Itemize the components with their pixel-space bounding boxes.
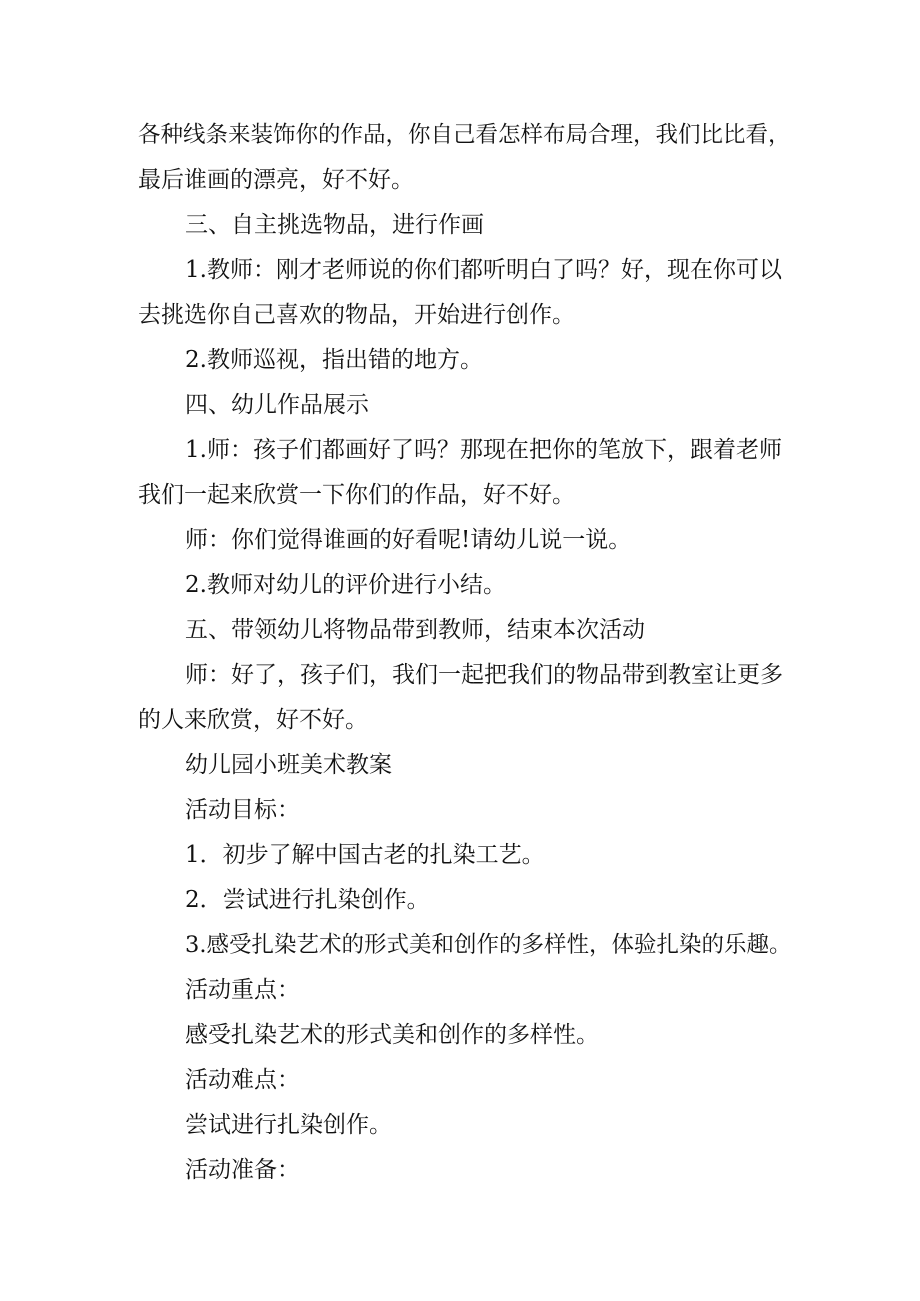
text-line: 五、带领幼儿将物品带到教师，结束本次活动 — [185, 617, 645, 643]
text-line: 去挑选你自己喜欢的物品，开始进行创作。 — [138, 302, 575, 328]
text-line: 尝试进行扎染创作。 — [185, 1112, 392, 1138]
text-line: 三、自主挑选物品，进行作画 — [185, 212, 484, 238]
text-line: 1.教师：刚才老师说的你们都听明白了吗？好，现在你可以 — [185, 257, 782, 283]
text-line: 2.教师巡视，指出错的地方。 — [185, 347, 483, 373]
text-line: 师：你们觉得谁画的好看呢!请幼儿说一说。 — [185, 527, 632, 553]
text-line: 1.师：孩子们都画好了吗？那现在把你的笔放下，跟着老师 — [185, 437, 782, 463]
text-line: 活动准备： — [185, 1157, 300, 1183]
text-line: 幼儿园小班美术教案 — [185, 752, 392, 778]
text-line: 最后谁画的漂亮，好不好。 — [138, 167, 414, 193]
text-line: 我们一起来欣赏一下你们的作品，好不好。 — [138, 482, 575, 508]
text-line: 活动重点： — [185, 977, 300, 1003]
text-line: 感受扎染艺术的形式美和创作的多样性。 — [185, 1022, 599, 1048]
text-line: 四、幼儿作品展示 — [185, 392, 369, 418]
text-line: 2.教师对幼儿的评价进行小结。 — [185, 572, 506, 598]
document-body — [138, 113, 798, 1193]
text-line: 活动难点： — [185, 1067, 300, 1093]
text-line: 各种线条来装饰你的作品，你自己看怎样布局合理，我们比比看， — [138, 122, 791, 148]
text-line: 2．尝试进行扎染创作。 — [185, 887, 430, 913]
text-line: 1．初步了解中国古老的扎染工艺。 — [185, 842, 545, 868]
text-line: 的人来欣赏，好不好。 — [138, 707, 368, 733]
text-line: 师：好了，孩子们，我们一起把我们的物品带到教室让更多 — [185, 662, 783, 688]
text-line: 活动目标： — [185, 797, 300, 823]
text-line: 3.感受扎染艺术的形式美和创作的多样性，体验扎染的乐趣。 — [185, 932, 792, 958]
